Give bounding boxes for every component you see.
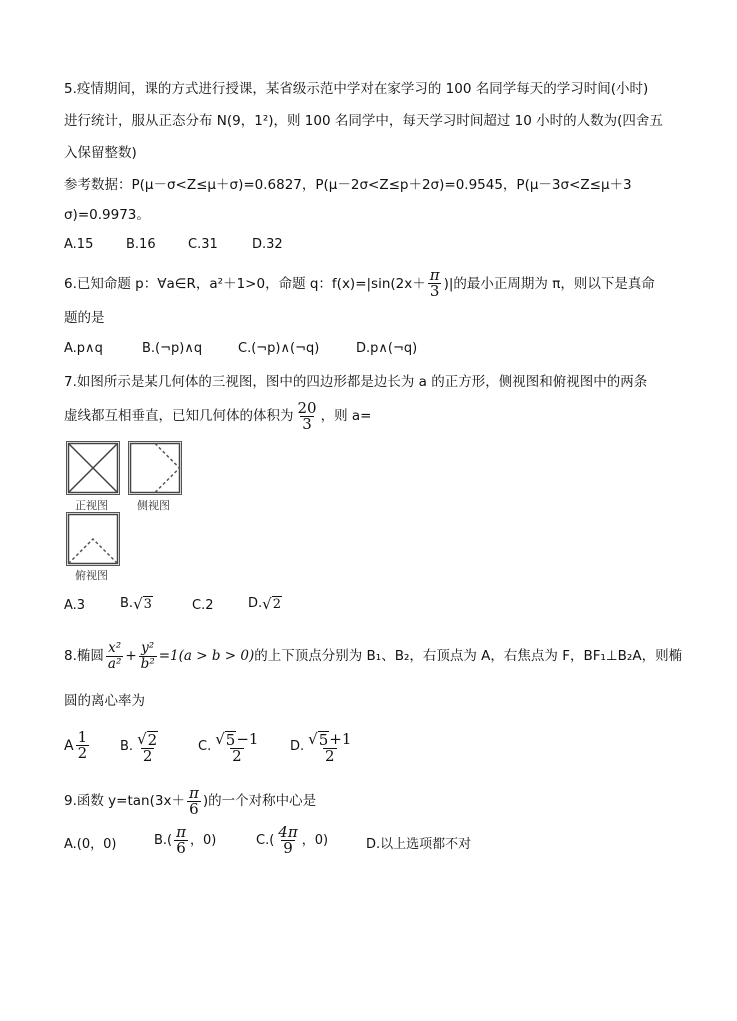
q7-option-c: C.2 xyxy=(192,598,214,613)
q8-option-a-label: A xyxy=(64,737,74,754)
q7-fraction-numerator: 20 xyxy=(297,398,317,417)
q7-option-b-label: B. xyxy=(120,596,134,611)
q9-stem-end: )的一个对称中心是 xyxy=(202,793,317,809)
q8-option-d-fraction xyxy=(306,730,353,764)
q5-option-d: D.32 xyxy=(252,237,283,252)
q9-fraction-denominator: 6 xyxy=(189,799,199,818)
q8-option-d-radicand: 5 xyxy=(318,731,329,749)
q5-reference-line-2: σ)=0.9973。 xyxy=(64,207,150,223)
q7-fraction xyxy=(296,398,319,433)
q7-stem-start: 虚线都互相垂直，已知几何体的体积为 xyxy=(64,408,294,424)
q6-fraction-denominator: 3 xyxy=(429,282,440,300)
q6-fraction-numerator: π xyxy=(429,266,440,284)
front-view-label: 正视图 xyxy=(75,499,108,512)
q9-fraction-numerator: π xyxy=(188,783,199,802)
q7-option-b-radicand: 3 xyxy=(143,597,152,612)
q8-option-c-fraction xyxy=(213,730,260,764)
q8-option-a-denominator: 2 xyxy=(77,744,88,762)
q6-fraction xyxy=(428,268,442,299)
q8-option-c-radicand: 5 xyxy=(225,731,236,749)
q7-option-d-radicand: 2 xyxy=(272,597,281,612)
q8-option-c-numerator: √ 5 −1 xyxy=(215,730,259,749)
q9-option-c-suffix: ，0) xyxy=(301,832,329,848)
q9-stem-start: 9.函数 y=tan(3x＋ xyxy=(64,793,185,809)
q8-option-a xyxy=(64,730,91,761)
q7-line-1: 7.如图所示是某几何体的三视图，图中的四边形都是边长为 a 的正方形，侧视图和俯视图中的两条 xyxy=(64,374,648,390)
q6-option-d: D.p∧(¬q) xyxy=(356,341,418,356)
q9-option-b-fraction xyxy=(174,825,188,856)
q9-option-c-denominator: 9 xyxy=(283,839,293,857)
q8-plus-sign: + xyxy=(125,648,137,664)
q8-option-d-tail: +1 xyxy=(329,730,352,748)
q8-y-fraction xyxy=(139,641,157,672)
q5-option-a: A.15 xyxy=(64,237,94,252)
q9-option-c-fraction xyxy=(276,825,299,856)
q8-equation-condition: =1(a > b > 0) xyxy=(158,648,255,664)
q8-line-2: 圆的离心率为 xyxy=(64,693,145,709)
q8-option-b xyxy=(120,730,162,764)
q8-option-b-fraction xyxy=(135,730,160,764)
q8-option-d-label: D. xyxy=(290,739,305,754)
q6-line-1 xyxy=(64,268,655,299)
q7-stem-end: ，则 a= xyxy=(320,408,372,424)
q8-y-numerator: y² xyxy=(141,639,155,656)
q8-option-b-radicand: 2 xyxy=(147,731,158,749)
q8-option-c-label: C. xyxy=(198,739,212,754)
q7-line-2 xyxy=(64,398,371,434)
q9-option-c-prefix: C.( xyxy=(256,832,275,848)
front-view-figure xyxy=(66,441,120,495)
q6-option-b: B.(¬p)∧q xyxy=(142,341,203,356)
q8-option-b-label: B. xyxy=(120,739,134,754)
q8-stem-start: 8.椭圆 xyxy=(64,648,104,664)
q9-option-b xyxy=(154,825,216,856)
q8-line-1 xyxy=(64,637,682,675)
q9-option-c xyxy=(256,825,328,856)
q8-option-b-denominator: 2 xyxy=(142,747,153,765)
q7-option-d-sqrt: √ 2 xyxy=(262,595,281,613)
q9-option-a: A.(0，0) xyxy=(64,837,117,852)
q7-option-b-sqrt: √ 3 xyxy=(133,595,152,613)
q8-option-d-denominator: 2 xyxy=(325,747,335,765)
side-view-figure xyxy=(128,441,182,495)
q5-line-1: 5.疫情期间，课的方式进行授课，某省级示范中学对在家学习的 100 名同学每天的学习时间(小时) xyxy=(64,81,649,97)
q9-option-c-numerator: 4π xyxy=(278,823,298,841)
q5-line-2: 进行统计，服从正态分布 N(9，1²)，则 100 名同学中，每天学习时间超过 10 小时的人数为(四舍五 xyxy=(64,113,663,129)
q8-x-numerator: x² xyxy=(108,639,122,656)
q8-option-a-fraction xyxy=(76,730,90,761)
q9-fraction xyxy=(187,783,201,818)
q8-option-b-numerator: √ 2 xyxy=(137,730,158,749)
q6-line-2: 题的是 xyxy=(64,310,105,326)
q6-option-a: A.p∧q xyxy=(64,341,103,356)
q6-stem-start: 6.已知命题 p：∀a∈R，a²＋1>0，命题 q：f(x)=|sin(2x＋ xyxy=(64,275,426,292)
q8-option-c-denominator: 2 xyxy=(232,747,242,765)
q8-stem-end: 的上下顶点分别为 B₁、B₂，右顶点为 A，右焦点为 F，BF₁⊥B₂A，则椭 xyxy=(254,648,683,664)
q7-option-d-label: D. xyxy=(248,596,263,611)
q7-option-d xyxy=(248,595,282,613)
q7-option-a: A.3 xyxy=(64,598,86,613)
q5-option-c: C.31 xyxy=(188,237,218,252)
q5-option-b: B.16 xyxy=(126,237,156,252)
top-view-figure xyxy=(66,512,120,566)
q6-stem-end: )|的最小正周期为 π，则以下是真命 xyxy=(443,275,655,292)
q8-x-fraction xyxy=(106,641,123,672)
q9-option-b-prefix: B.( xyxy=(154,832,173,848)
q8-option-d xyxy=(290,730,355,764)
q9-option-b-denominator: 6 xyxy=(176,839,186,857)
q9-option-b-suffix: ，0) xyxy=(189,832,217,848)
q9-option-b-numerator: π xyxy=(176,823,186,841)
q5-line-3: 入保留整数) xyxy=(64,145,137,161)
q8-y-denominator: b² xyxy=(140,655,155,672)
q7-fraction-denominator: 3 xyxy=(302,414,312,433)
q8-option-c xyxy=(198,730,262,764)
q6-option-c: C.(¬p)∧(¬q) xyxy=(238,341,320,356)
q5-reference-line-1: 参考数据：P(μ－σ<Z≤μ＋σ)=0.6827，P(μ－2σ<Z≤p＋2σ)=0.9545，P(μ－3σ<Z≤μ＋3 xyxy=(64,177,632,193)
q9-line-1 xyxy=(64,784,316,818)
q8-option-d-numerator: √ 5 +1 xyxy=(308,730,352,749)
top-view-label: 俯视图 xyxy=(75,569,108,582)
q8-x-denominator: a² xyxy=(107,655,122,672)
q8-option-a-numerator: 1 xyxy=(77,728,88,746)
q8-option-c-tail: −1 xyxy=(236,730,259,748)
q7-option-b xyxy=(120,595,153,613)
side-view-label: 侧视图 xyxy=(137,499,170,512)
q9-option-d: D.以上选项都不对 xyxy=(366,837,472,852)
